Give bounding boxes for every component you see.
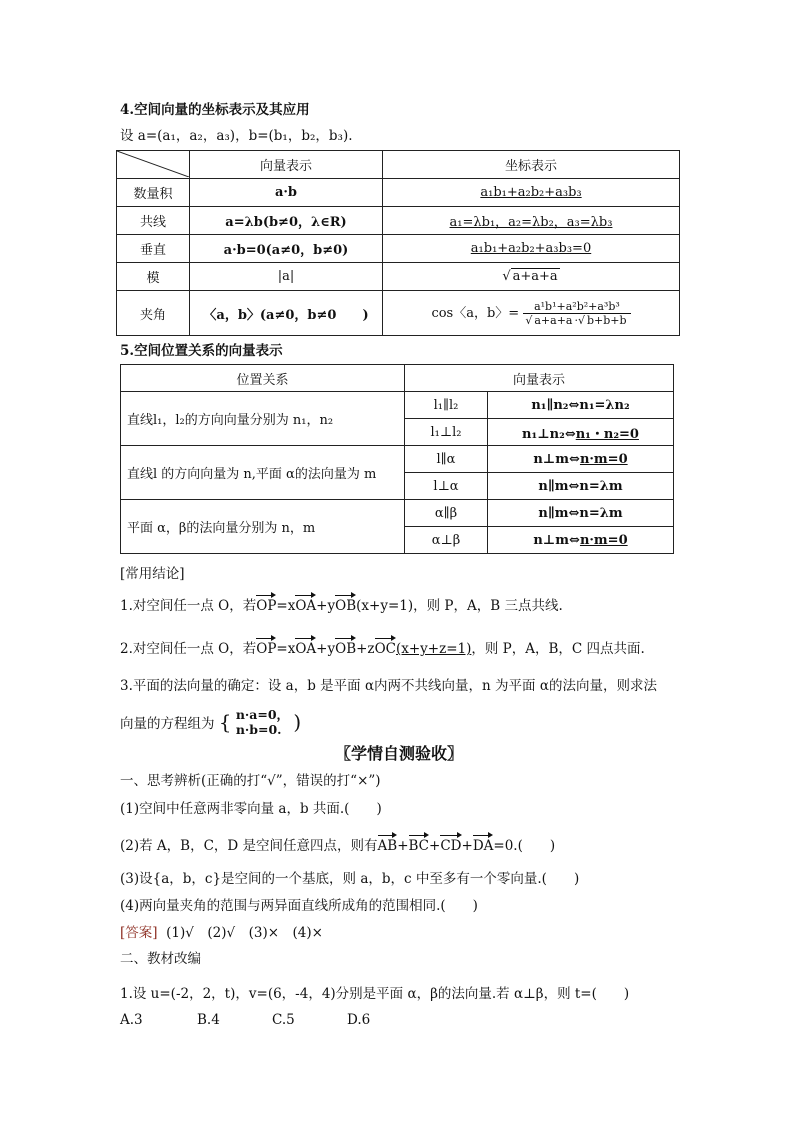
question-text: =0.( ) [493,838,556,854]
equation-2: n·b=0. [235,722,282,737]
modulus-radicand: a+a+a [512,269,558,284]
answer-line [120,921,323,941]
row-coordinate [383,291,680,336]
plus-sign: + [429,838,441,854]
answer-label: [答案] [120,925,158,941]
conclusion-text: +y [316,641,336,657]
option-c: C.5 [272,1012,295,1028]
question-1: (1)空间中任意两非零向量 a，b 共面.( ) [120,801,382,817]
self-test-banner: 〖学情自测验收〗 [335,744,464,763]
diagonal-header-cell [117,151,190,179]
section-5-title: 5.空间位置关系的向量表示 [120,343,283,359]
row-vector: |a| [190,263,383,291]
plus-sign: + [397,838,409,854]
vector-right: n₁・n₂=0 [575,426,639,442]
vector-cell: n∥m⇔n=λm [488,473,674,500]
vector-oa: OA [295,598,317,614]
header-coordinate: 坐标表示 [383,151,680,179]
vector-left: n⊥m⇔ [533,532,580,548]
vector-left: n₁⊥n₂⇔ [522,426,576,442]
textbook-question-1: 1.设 u=(-2，2，t)，v=(6，-4，4)分别是平面 α，β的法向量.若 α⊥β，则 t=( ) [120,986,630,1002]
part-2-heading: 二、教材改编 [120,951,201,967]
conclusion-2 [120,637,645,657]
section-4-intro: 设 a=(a₁，a₂，a₃)，b=(b₁，b₂，b₃). [120,128,353,144]
vector-cd: CD [440,838,462,854]
angle-prefix: cos〈a，b〉= [431,305,520,321]
vector-op: OP [256,641,277,657]
position-table [120,364,674,554]
conclusions-heading: [常用结论] [120,566,185,582]
angle-fraction [523,300,630,327]
relation-cell: α∥β [405,500,488,527]
conclusion-3-line2 [120,707,301,737]
vector-ab: AB [377,838,398,854]
relation-cell: l₁⊥l₂ [405,419,488,446]
row-vector: a·b [190,179,383,207]
conclusion-1 [120,594,563,614]
conclusion-3-line1: 3.平面的法向量的确定：设 a，b 是平面 α内两不共线向量，n 为平面 α的法向量，则求法 [120,678,657,694]
vector-cell [488,446,674,473]
row-name: 数量积 [117,179,190,207]
conclusion-text: +y [316,598,336,614]
denominator-b: b+b+b [586,313,627,327]
conclusion-text: +z [356,641,375,657]
conclusion-text: (x+y=1)，则 P，A，B 三点共线. [356,598,563,614]
question-3: (3)设{a，b，c}是空间的一个基底，则 a，b，c 中至多有一个零向量.( ) [120,871,580,887]
vector-ob: OB [335,641,357,657]
vector-cell [488,527,674,554]
row-name: 垂直 [117,235,190,263]
vector-cell [488,419,674,446]
vector-right: n·m=0 [579,532,628,548]
vector-cell: n∥m⇔n=λm [488,500,674,527]
fraction-numerator: a¹b¹+a²b²+a³b³ [523,300,630,314]
row-name: 夹角 [117,291,190,336]
conclusion-text: 2.对空间任一点 O，若 [120,641,257,657]
row-vector: a=λb(b≠0，λ∈R) [190,207,383,235]
fraction-denominator: √ a+a+a ·√ b+b+b [525,313,627,327]
row-coordinate: a₁=λb₁，a₂=λb₂，a₃=λb₃ [383,207,680,235]
right-paren: ) [293,710,302,734]
coordinate-table [116,150,680,336]
conclusion-text: =x [276,641,296,657]
row-coordinate: a₁b₁+a₂b₂+a₃b₃=0 [383,235,680,263]
vector-oa: OA [295,641,317,657]
header-vector: 向量表示 [190,151,383,179]
equation-1: n·a=0， [235,707,290,722]
question-2 [120,834,555,854]
conclusion-text: 向量的方程组为 [120,716,215,732]
denominator-dot: · [574,313,578,327]
equation-system [236,707,289,737]
question-text: (2)若 A，B，C，D 是空间任意四点，则有 [120,838,378,854]
plus-sign: + [461,838,473,854]
relation-cell: α⊥β [405,527,488,554]
conclusion-text: ，则 P，A，B，C 四点共面. [471,641,645,657]
vector-oc: OC [374,641,396,657]
option-d: D.6 [347,1012,371,1028]
header-relation: 位置关系 [121,365,405,392]
question-4: (4)两向量夹角的范围与两异面直线所成角的范围相同.( ) [120,898,478,914]
conclusion-text: =x [276,598,296,614]
option-a: A.3 [120,1012,143,1028]
row-vector: 〈a，b〉(a≠0，b≠0 ) [190,291,383,336]
row-vector: a·b=0(a≠0，b≠0) [190,235,383,263]
group-description: 平面 α，β的法向量分别为 n，m [121,500,405,554]
denominator-a: a+a+a [534,313,573,327]
diagonal-line [117,151,189,177]
vector-da: DA [472,838,494,854]
option-b: B.4 [197,1012,220,1028]
header-vector: 向量表示 [405,365,674,392]
vector-left: n⊥m⇔ [533,451,580,467]
vector-right: n·m=0 [579,451,628,467]
row-name: 模 [117,263,190,291]
condition-underlined: (x+y+z=1) [395,641,472,657]
row-coordinate: a₁b₁+a₂b₂+a₃b₃ [383,179,680,207]
row-coordinate: √ a+a+a [383,263,680,291]
relation-cell: l∥α [405,446,488,473]
relation-cell: l⊥α [405,473,488,500]
vector-bc: BC [408,838,430,854]
relation-cell: l₁∥l₂ [405,392,488,419]
part-1-heading: 一、思考辨析(正确的打“√”，错误的打“×”) [120,773,381,789]
left-brace: { [218,710,232,734]
vector-cell: n₁∥n₂⇔n₁=λn₂ [488,392,674,419]
answer-text: (1)√ (2)√ (3)× (4)× [166,925,323,941]
vector-op: OP [256,598,277,614]
section-4-title: 4.空间向量的坐标表示及其应用 [120,102,310,118]
group-description: 直线l₁，l₂的方向向量分别为 n₁，n₂ [121,392,405,446]
row-name: 共线 [117,207,190,235]
conclusion-text: 1.对空间任一点 O，若 [120,598,257,614]
group-description: 直线l 的方向向量为 n,平面 α的法向量为 m [121,446,405,500]
vector-ob: OB [335,598,357,614]
